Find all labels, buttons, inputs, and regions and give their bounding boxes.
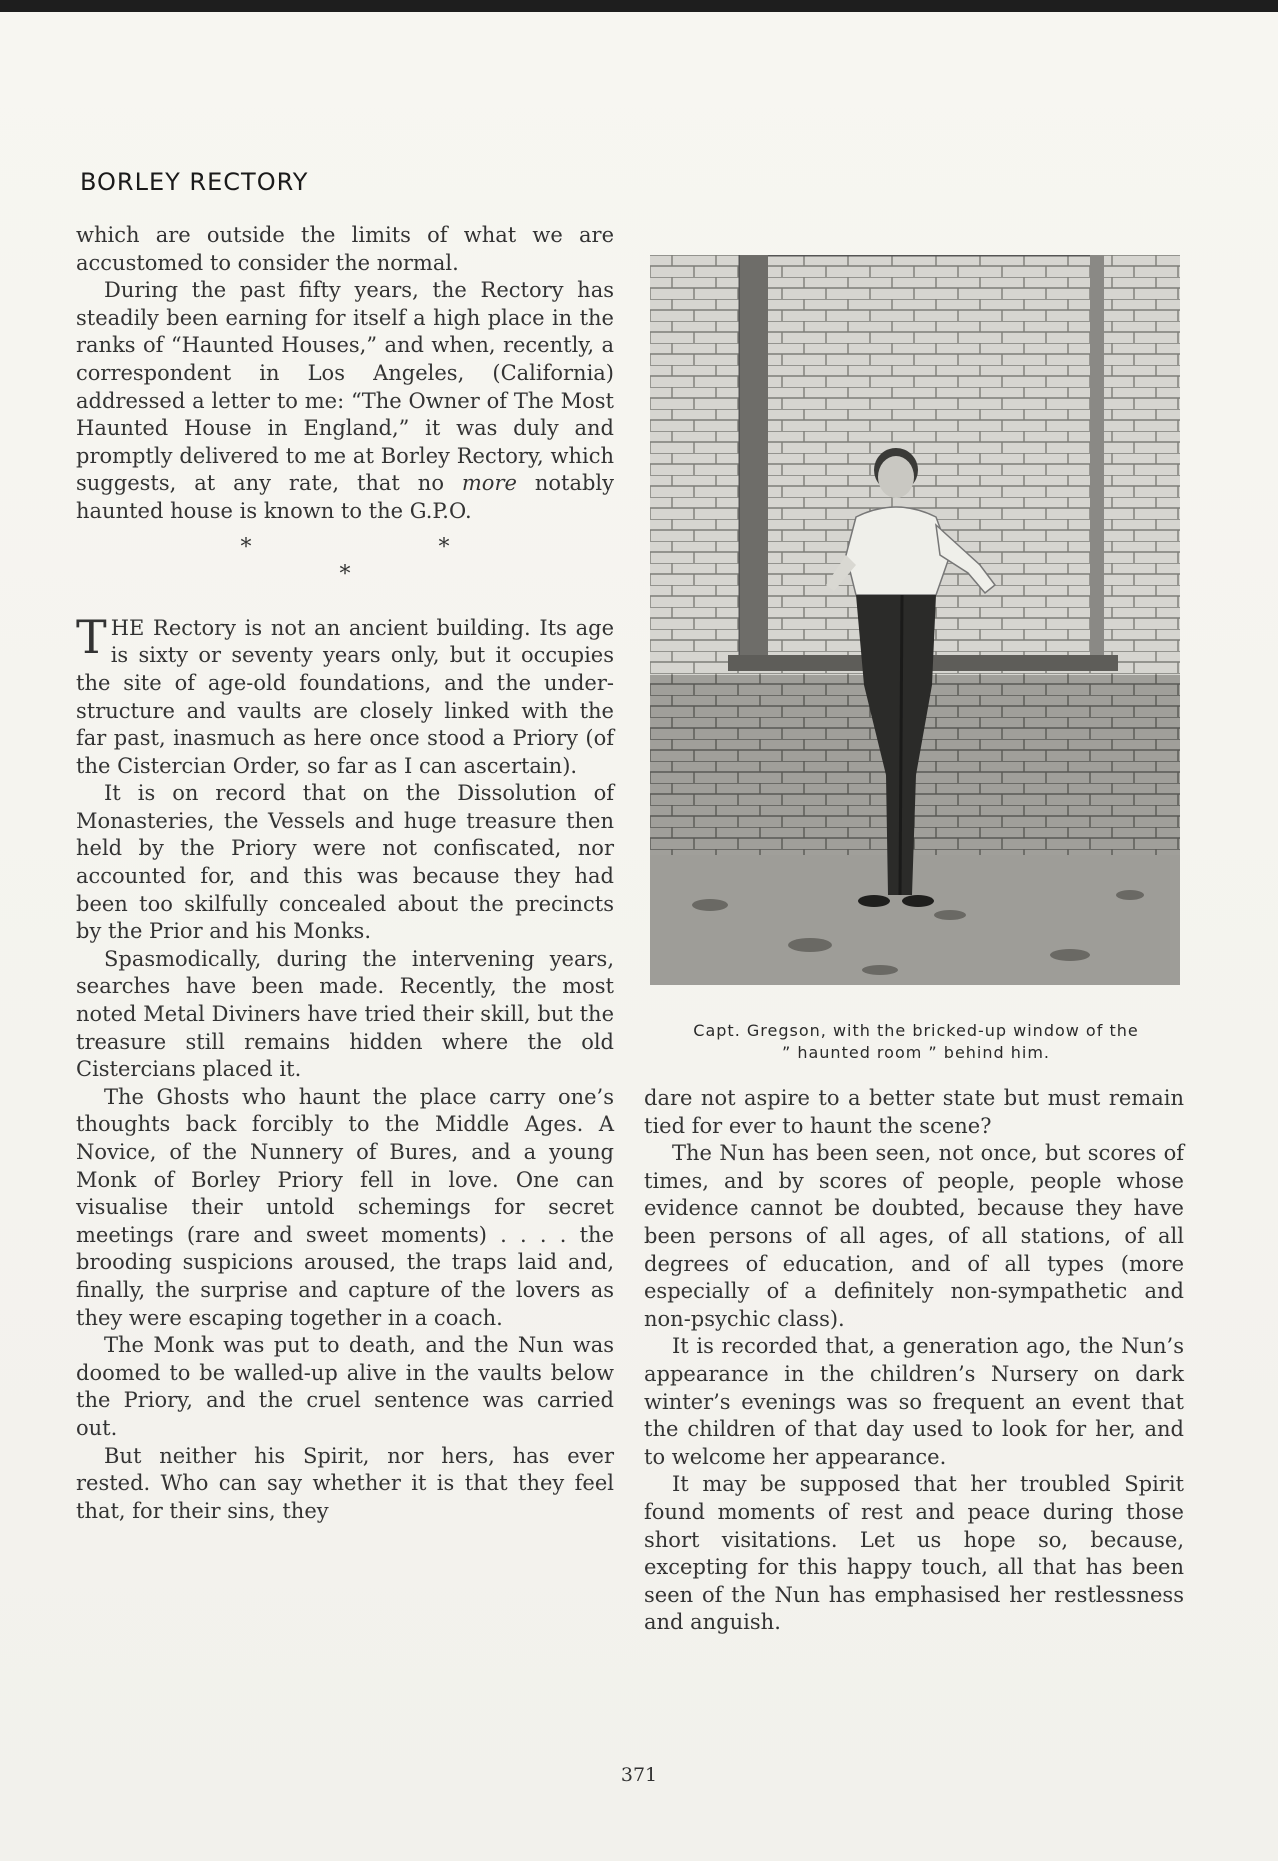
photo-caption <box>646 1020 1186 1064</box>
paragraph: dare not aspire to a better state but must remain tied for ever to haunt the scene? <box>644 1086 1184 1138</box>
section-break: * * * <box>240 534 540 588</box>
left-column <box>76 222 614 1525</box>
running-header: BORLEY RECTORY <box>80 168 309 196</box>
drop-cap: T <box>76 609 107 664</box>
right-column <box>644 1085 1184 1637</box>
paragraph: The Ghosts who haunt the place carry one’s thoughts back forcibly to the Middle Ages. A Novice, of the Nunnery of Bures, and a young Monk of Borley Priory fell in love. One can visualise their untold schemings for secret meetings (rare and sweet moments) . . . . the brooding suspicions aroused, the traps laid and, finally, the surprise and capture of the lovers as they were escaping together in a coach. <box>76 1084 614 1330</box>
emphasis: more <box>461 471 517 496</box>
paragraph: It is recorded that, a generation ago, the Nun’s appearance in the children’s Nursery on dark winter’s evenings was so frequent an event that the children of that day used to look for her, and to welcome her appearance. <box>644 1334 1184 1469</box>
caption-line: ” haunted room ” behind him. <box>781 1043 1051 1062</box>
paragraph: But neither his Spirit, nor hers, has ever rested. Who can say whether it is that they feel that, for their sins, they <box>76 1443 614 1523</box>
paragraph: which are outside the limits of what we are accustomed to consider the normal. <box>76 223 614 275</box>
page-number: 371 <box>620 1764 658 1786</box>
paragraph: The Nun has been seen, not once, but scores of times, and by scores of people, people whose evidence cannot be doubted, because they have been persons of all ages, of all stations, of all degrees of education, and of all types (more especially of a definitely non-sympathetic and non-psychic class). <box>644 1141 1184 1331</box>
paragraph: Spasmodically, during the intervening years, searches have been made. Recently, the most noted Metal Diviners have tried their skill, but the treasure still remains hidden where the old Cistercians placed it. <box>76 946 614 1082</box>
photo-illustration <box>650 255 1180 985</box>
scan-edge <box>0 0 1278 12</box>
paragraph: THE Rectory is not an ancient building. Its age is sixty or seventy years only, but it occupies the site of age-old foundations, and the under-structure and vaults are closely linked with the far past, inasmuch as here once stood a Priory (of the Cistercian Order, so far as I can ascertain). <box>76 609 614 778</box>
paragraph: It is on record that on the Dissolution of Monasteries, the Vessels and huge treasure then held by the Priory were not confiscated, nor accounted for, and this was because they had been too skilfully concealed about the precincts by the Prior and his Monks. <box>76 781 614 944</box>
paragraph: It may be supposed that her troubled Spirit found moments of rest and peace during those short visitations. Let us hope so, because, excepting for this happy touch, all that has been seen of the Nun has emphasised her restlessness and anguish. <box>644 1472 1184 1635</box>
photograph <box>650 255 1180 985</box>
paragraph: During the past fifty years, the Rectory has steadily been earning for itself a high place in the ranks of “Haunted Houses,” and when, recently, a correspondent in Los Angeles, (California) addressed a letter to me: “The Owner of The Most Haunted House in England,” it was duly and promptly delivered to me at Borley Rectory, which suggests, at any rate, that no more notably haunted house is known to the G.P.O. <box>76 278 614 523</box>
paragraph: The Monk was put to death, and the Nun was doomed to be walled-up alive in the vaults below the Priory, and the cruel sentence was carried out. <box>76 1333 614 1440</box>
caption-line: Capt. Gregson, with the bricked-up window of the <box>693 1021 1139 1040</box>
